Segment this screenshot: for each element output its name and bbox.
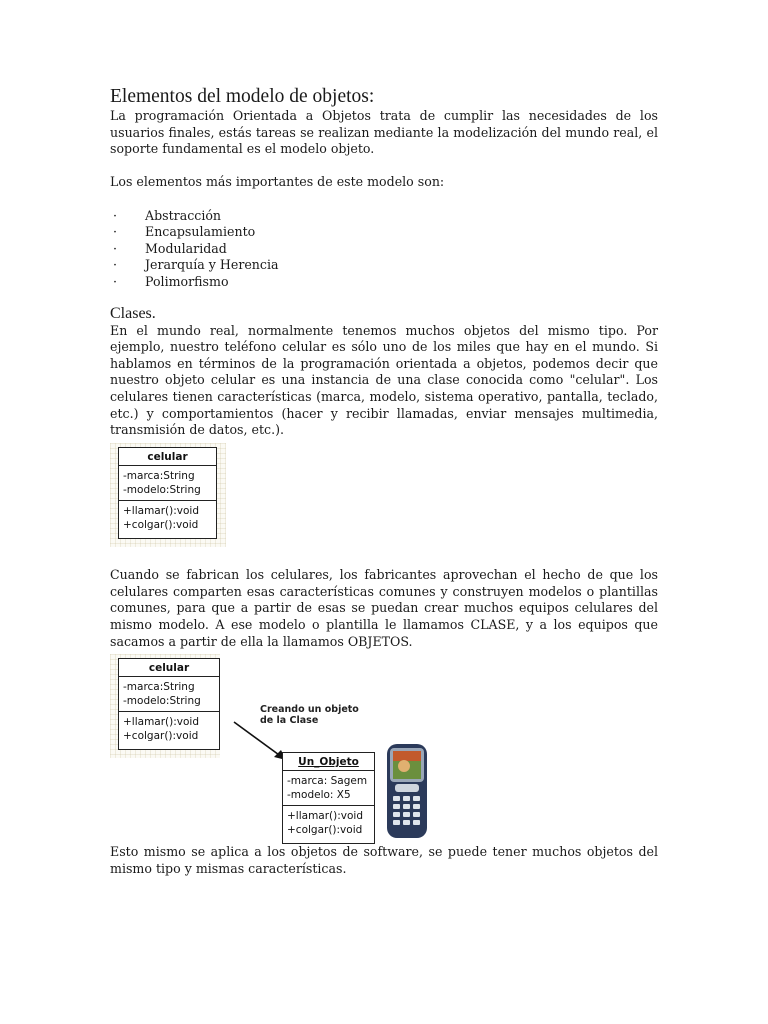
uml-diagram-1 <box>110 443 658 551</box>
uml-attributes: -marca:String -modelo:String <box>119 466 216 501</box>
uml-class-name: celular <box>119 659 219 677</box>
classes-paragraph: En el mundo real, normalmente tenemos muchos objetos del mismo tipo. Por ejemplo, nuestro teléfono celular es sólo uno de los miles que hay en el mundo. Si hablamos en términos de la programación orientada a objetos, podemos decir que nuestro objeto celular es una instancia de una clase conocida como "celular". Los celulares tienen características (marca, modelo, sistema operativo, pantalla, teclado, etc.) y comportamientos (hacer y recibir llamadas, enviar mensajes multimedia, transmisión de datos, etc.). <box>110 322 658 438</box>
uml-object-name: Un_Objeto <box>283 753 374 771</box>
uml-class-box <box>118 658 220 750</box>
list-item: · Modularidad <box>113 240 227 256</box>
list-item: · Encapsulamiento <box>113 224 256 240</box>
bullet-marker: · <box>113 273 118 289</box>
elements-list <box>110 208 658 291</box>
mobile-phone-image <box>384 742 430 840</box>
bullet-marker: · <box>113 224 118 240</box>
software-paragraph: Esto mismo se aplica a los objetos de software, se puede tener muchos objetos del mismo tipo y mismas características. <box>110 844 658 876</box>
list-item: · Jerarquía y Herencia <box>113 257 279 273</box>
uml-diagram-2 <box>110 654 658 844</box>
manufacture-paragraph: Cuando se fabrican los celulares, los fabricantes aprovechan el hecho de que los celulares comparten esas características comunes y construyen modelos o plantillas comunes, para que a partir de esas se puedan crear muchos equipos celulares del mismo modelo. A ese modelo o plantilla le llamamos CLASE, y a los equipos que sacamos a partir de ella la llamamos OBJETOS. <box>110 567 658 649</box>
document-content <box>110 86 658 877</box>
intro-paragraph: La programación Orientada a Objetos trata de cumplir las necesidades de los usuarios finales, estás tareas se realizan mediante la modelización del mundo real, el soporte fundamental es el modelo objeto. <box>110 108 658 157</box>
uml-object-box <box>282 752 375 844</box>
uml-class-box <box>118 447 217 539</box>
bullet-marker: · <box>113 240 118 256</box>
list-item: · Polimorfismo <box>113 273 229 289</box>
uml-class-name: celular <box>119 448 216 466</box>
uml-object-attributes: -marca: Sagem -modelo: X5 <box>283 771 374 806</box>
uml-operations: +llamar():void +colgar():void <box>123 504 199 531</box>
elements-intro: Los elementos más importantes de este modelo son: <box>110 174 445 190</box>
uml-attributes: -marca:String -modelo:String <box>119 677 219 712</box>
uml-object-operations: +llamar():void +colgar():void <box>287 810 363 837</box>
arrow-label: Creando un objeto de la Clase <box>260 704 359 727</box>
bullet-marker: · <box>113 257 118 273</box>
classes-heading: Clases. <box>110 304 156 322</box>
bullet-marker: · <box>113 207 118 223</box>
uml-operations: +llamar():void +colgar():void <box>123 716 199 743</box>
list-item: · Abstracción <box>113 207 222 223</box>
page-title: Elementos del modelo de objetos: <box>110 86 375 107</box>
